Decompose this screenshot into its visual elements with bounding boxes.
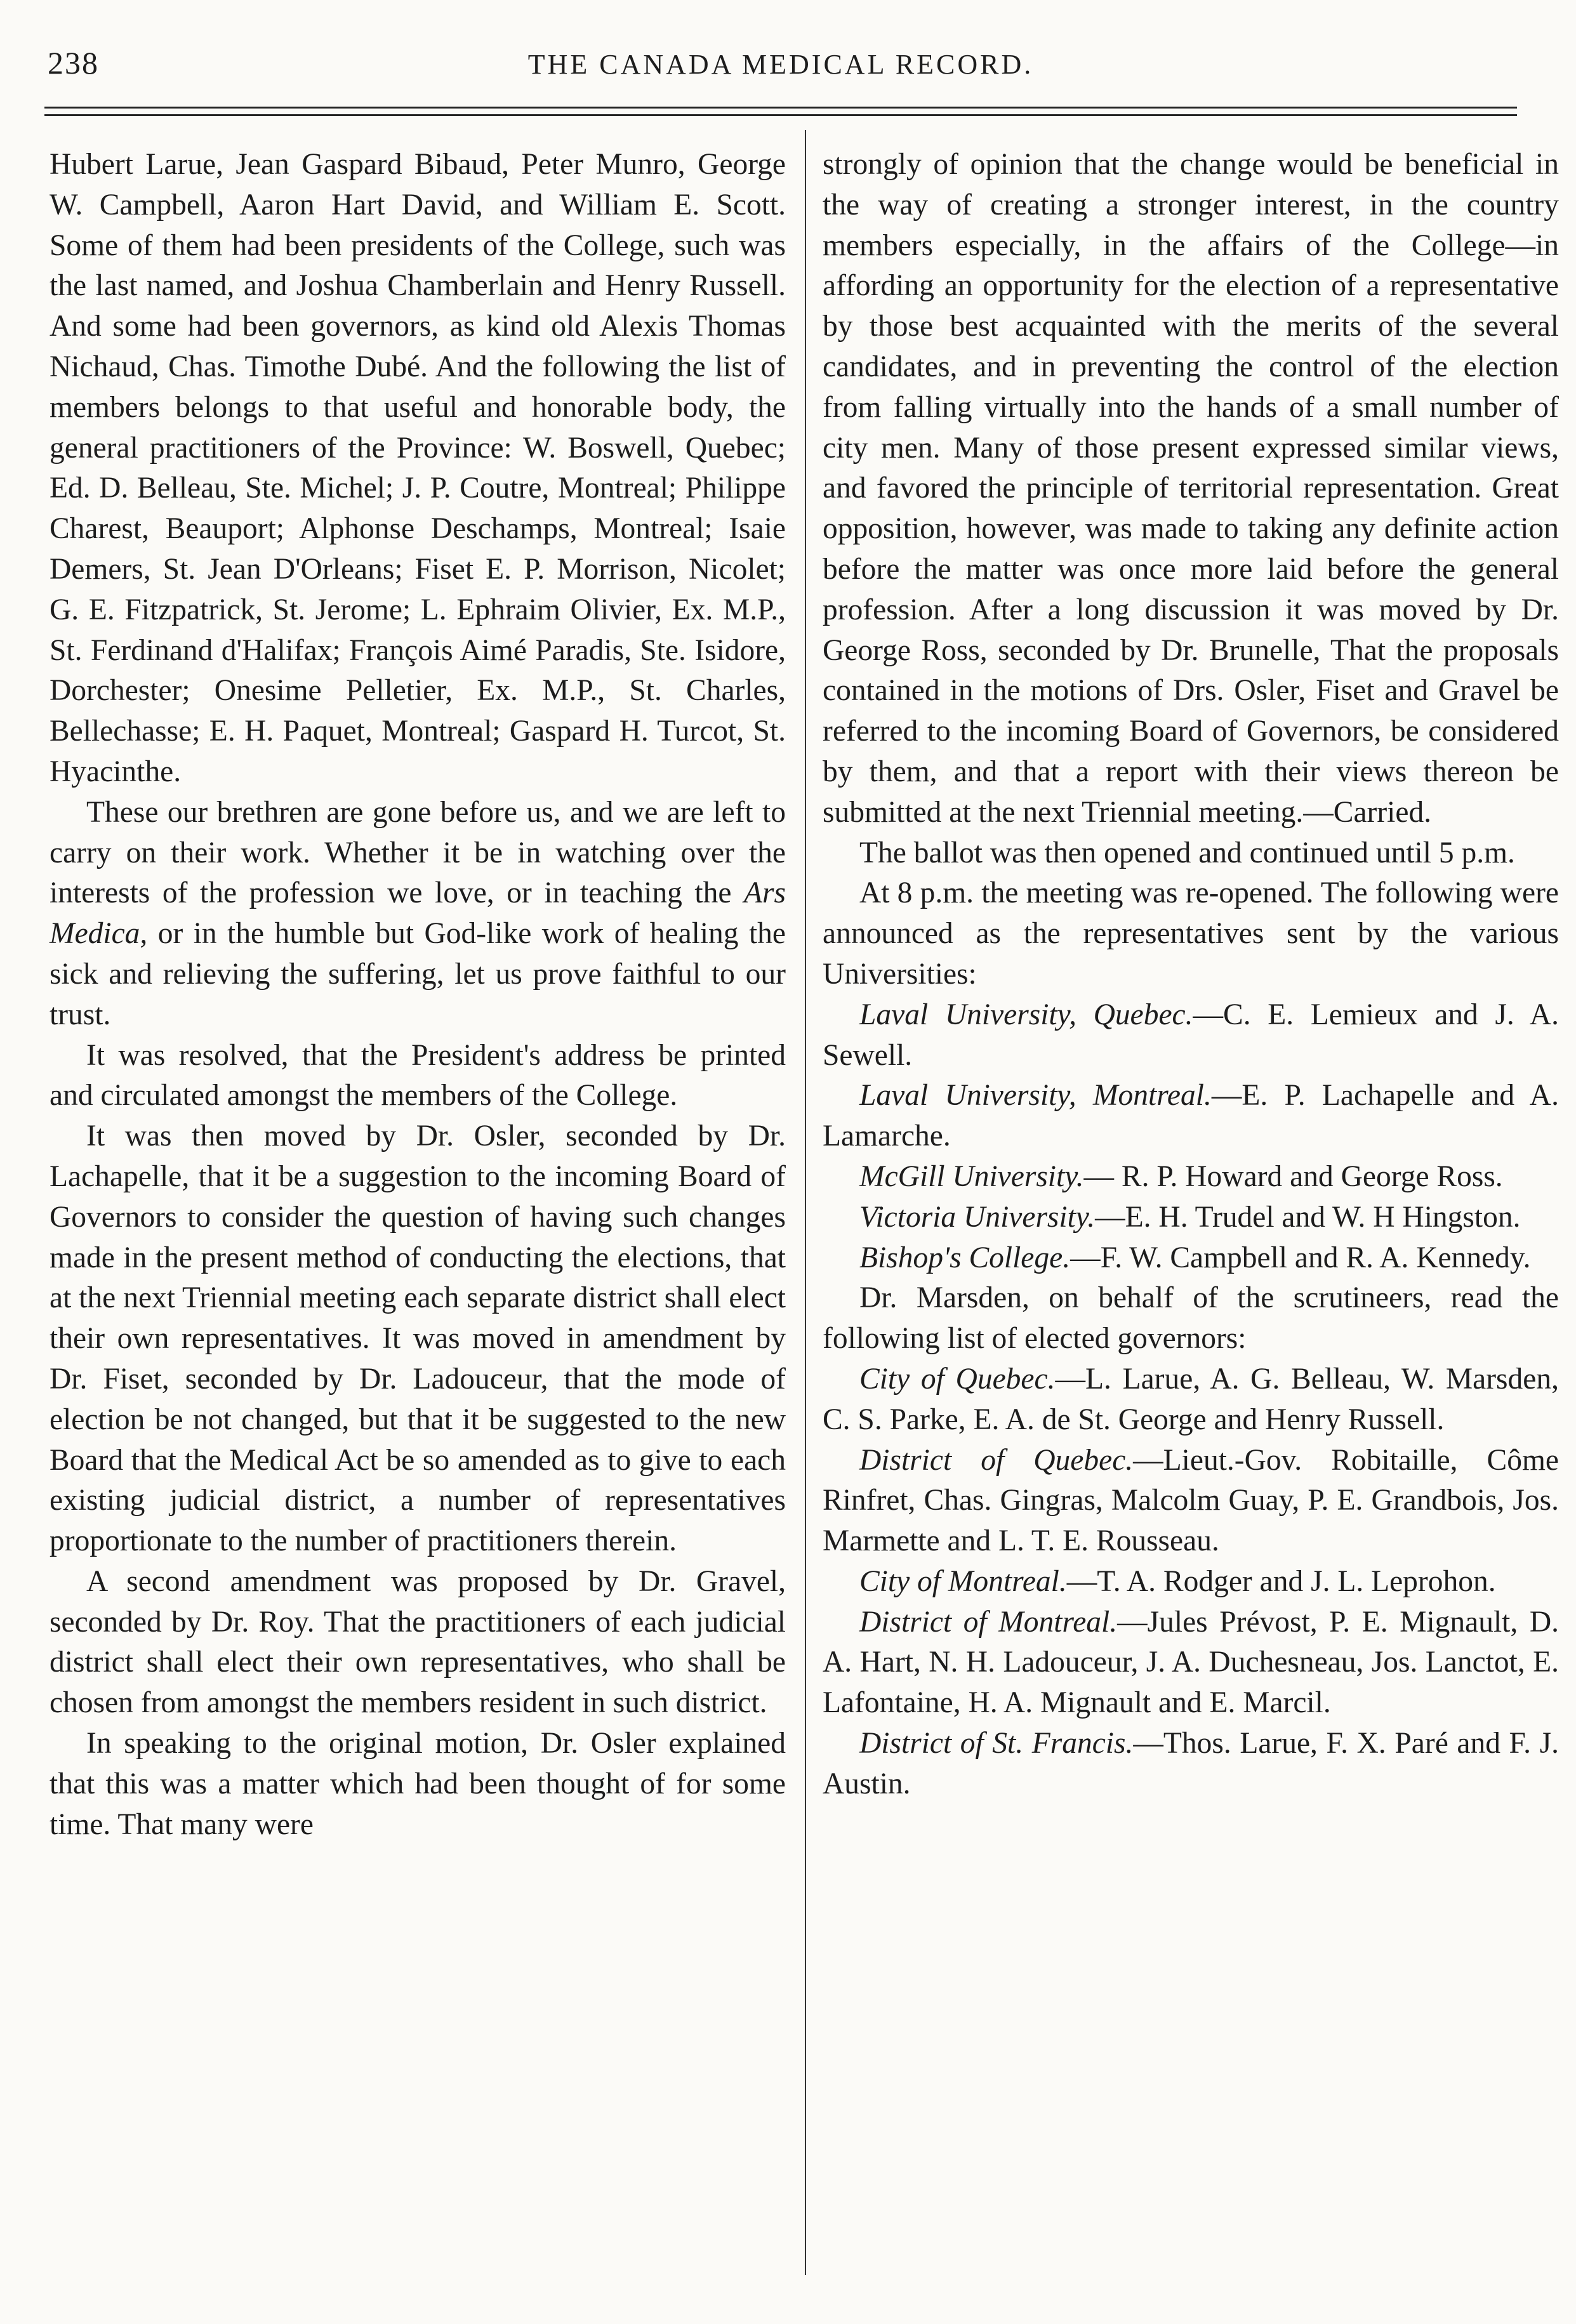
entry-text: —E. H. Trudel and W. H Hingston. xyxy=(1095,1200,1521,1234)
entry-label: City of Quebec. xyxy=(859,1362,1056,1396)
entry-district-montreal xyxy=(823,1602,1559,1724)
entry-text: —E. P. Lachapelle and A. Lamarche. xyxy=(823,1079,1559,1153)
entry-label: Laval University, Montreal. xyxy=(859,1079,1212,1112)
text-run: These our brethren are gone before us, and we are left to carry on their work. Whether it be in watching over the interests of the profession we love, or in teaching the xyxy=(50,795,786,910)
entry-text: —T. A. Rodger and J. L. Leprohon. xyxy=(1066,1564,1496,1598)
entry-label: Bishop's College. xyxy=(859,1241,1071,1274)
page-header xyxy=(44,44,1517,95)
paragraph: It was resolved, that the President's address be printed and circulated amongst the members of the College. xyxy=(50,1038,786,1112)
entry-text: —Thos. Larue, F. X. Paré and F. J. Austin. xyxy=(823,1727,1559,1800)
header-rule xyxy=(44,107,1517,109)
left-column xyxy=(50,145,786,1845)
entry-city-montreal xyxy=(823,1562,1559,1602)
page-number: 238 xyxy=(48,45,99,81)
paragraph: In speaking to the original motion, Dr. Osler explained that this was a matter which had been thought of for some time. That many were xyxy=(50,1727,786,1841)
entry-mcgill xyxy=(823,1157,1559,1198)
paragraph: At 8 p.m. the meeting was re-opened. The following were announced as the representatives sent by the various Universities: xyxy=(823,876,1559,991)
entry-text: —L. Larue, A. G. Belleau, W. Marsden, C. S. Parke, E. A. de St. George and Henry Russell. xyxy=(823,1362,1559,1436)
entry-text: —F. W. Campbell and R. A. Kennedy. xyxy=(1070,1241,1531,1274)
entry-label: District of St. Francis. xyxy=(859,1727,1134,1760)
entry-district-st-francis xyxy=(823,1724,1559,1805)
entry-laval-quebec xyxy=(823,995,1559,1076)
right-column xyxy=(823,145,1559,1805)
header-rule xyxy=(44,114,1517,116)
paragraph: It was then moved by Dr. Osler, seconded by Dr. Lachapelle, that it be a suggestion to the incoming Board of Governors to consider the question of having such changes made in the present method of conducting the elections, that at the next Triennial meeting each separate district shall elect their own representatives. It was moved in amendment by Dr. Fiset, seconded by Dr. Ladouceur, that the mode of election be not changed, but that it be suggested to the new Board that the Medical Act be so amended as to give to each existing judicial district, a number of representatives proportionate to the number of practitioners therein. xyxy=(50,1119,786,1558)
paragraph: The ballot was then opened and continued until 5 p.m. xyxy=(859,836,1515,869)
entry-label: District of Montreal. xyxy=(859,1605,1118,1639)
paragraph xyxy=(50,793,786,1036)
entry-laval-montreal xyxy=(823,1076,1559,1157)
entry-text: —C. E. Lemieux and J. A. Sewell. xyxy=(823,998,1559,1072)
entry-label: Laval University, Quebec. xyxy=(859,998,1193,1031)
entry-label: Victoria University. xyxy=(859,1200,1096,1234)
entry-text: — R. P. Howard and George Ross. xyxy=(1083,1159,1503,1193)
column-divider xyxy=(805,130,806,2275)
entry-bishops xyxy=(823,1238,1559,1279)
paragraph: Dr. Marsden, on behalf of the scrutineers, read the following list of elected governors: xyxy=(823,1281,1559,1356)
paragraph: strongly of opinion that the change would be beneficial in the way of creating a stronger interest, in the country members especially, in the affairs of the College—in affording an opportunity for the election of a representative by those best acquainted with the merits of the several candidates, and in preventing the control of the election from falling virtually into the hands of a small number of city men. Many of those present expressed similar views, and favored the principle of territorial representation. Great opposition, however, was made to taking any definite action before the matter was once more laid before the general profession. After a long discussion it was moved by Dr. George Ross, seconded by Dr. Brunelle, That the proposals contained in the motions of Drs. Osler, Fiset and Gravel be referred to the incoming Board of Governors, be considered by them, and that a report with their views thereon be submitted at the next Triennial meeting.—Carried. xyxy=(823,148,1559,829)
text-run: or in the humble but God-like work of healing the sick and relieving the suffering, let us prove faithful to our trust. xyxy=(50,917,786,1031)
entry-label: City of Montreal. xyxy=(859,1564,1067,1598)
entry-text: —Jules Prévost, P. E. Mignault, D. A. Hart, N. H. Ladouceur, J. A. Duchesneau, Jos. Lanctot, E. Lafontaine, H. A. Mignault and E. Marcil. xyxy=(823,1605,1559,1720)
running-title: THE CANADA MEDICAL RECORD. xyxy=(527,49,1034,80)
entry-city-quebec xyxy=(823,1359,1559,1441)
entry-label: McGill University. xyxy=(859,1159,1084,1193)
entry-victoria xyxy=(823,1198,1559,1238)
paragraph: A second amendment was proposed by Dr. Gravel, seconded by Dr. Roy. That the practitioners of each judicial district shall elect their own representatives, who shall be chosen from amongst the members resident in such district. xyxy=(50,1564,786,1720)
entry-district-quebec xyxy=(823,1441,1559,1562)
paragraph: Hubert Larue, Jean Gaspard Bibaud, Peter Munro, George W. Campbell, Aaron Hart David, and William E. Scott. Some of them had been presidents of the College, such was the last named, and Joshua Chamberlain and Henry Russell. And some had been governors, as kind old Alexis Thomas Nichaud, Chas. Timothe Dubé. And the following the list of members belongs to that useful and honorable body, the general practitioners of the Province: W. Boswell, Quebec; Ed. D. Belleau, Ste. Michel; J. P. Coutre, Montreal; Philippe Charest, Beauport; Alphonse Deschamps, Montreal; Isaie Demers, St. Jean D'Orleans; Fiset E. P. Morrison, Nicolet; G. E. Fitzpatrick, St. Jerome; L. Ephraim Olivier, Ex. M.P., St. Ferdinand d'Halifax; François Aimé Paradis, Ste. Isidore, Dorchester; Onesime Pelletier, Ex. M.P., St. Charles, Bellechasse; E. H. Paquet, Montreal; Gaspard H. Turcot, St. Hyacinthe. xyxy=(50,148,786,788)
entry-label: District of Quebec. xyxy=(859,1443,1134,1477)
entry-text: —Lieut.-Gov. Robitaille, Côme Rinfret, Chas. Gingras, Malcolm Guay, P. E. Grandbois, Jos. Marmette and L. T. E. Rousseau. xyxy=(823,1443,1559,1558)
italic-text: Ars Medica, xyxy=(50,876,786,951)
